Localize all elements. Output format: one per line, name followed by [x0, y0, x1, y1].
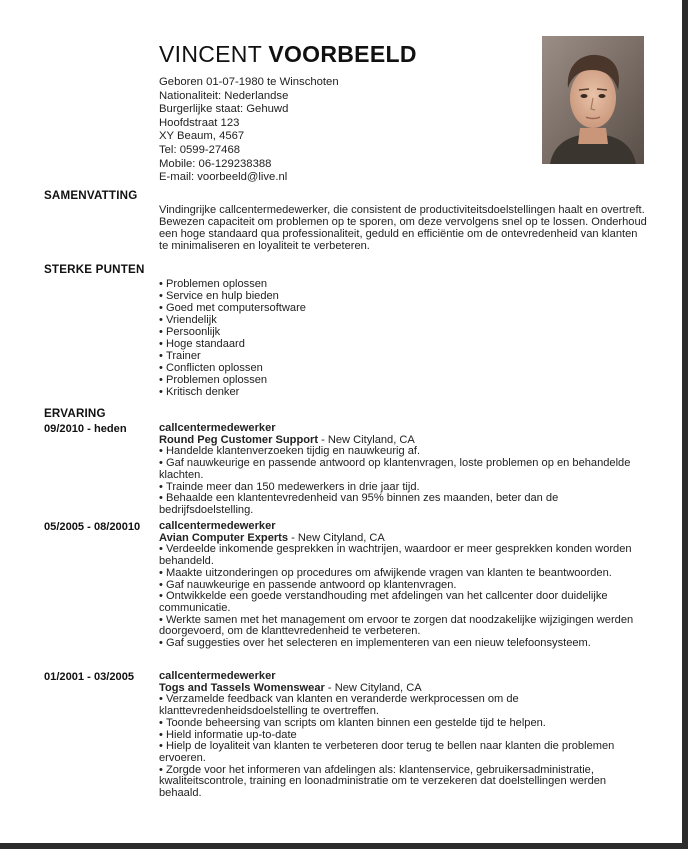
company-name: Round Peg Customer Support: [159, 433, 319, 446]
last-name: VOORBEELD: [268, 41, 417, 67]
contact-birth: Geboren 01-07-1980 te Winschoten: [159, 76, 339, 88]
job-details: [159, 521, 651, 650]
job-details: [159, 423, 651, 517]
strength-item: • Trainer: [159, 350, 649, 362]
job-bullets: [159, 544, 651, 649]
job-details: [159, 671, 651, 800]
job-bullet: • Hielp de loyaliteit van klanten te verbeteren door terug te bellen naar klanten die problemen ervoeren.: [159, 741, 651, 764]
profile-photo: [542, 36, 644, 164]
job-dates: 01/2001 - 03/2005: [44, 671, 135, 683]
job-bullet: • Verdeelde inkomende gesprekken in wachtrijen, waardoor er meer gesprekken konden worden behandeld.: [159, 544, 651, 567]
strength-item: • Vriendelijk: [159, 314, 649, 326]
job-bullet: • Toonde beheersing van scripts om klanten binnen een gestelde tijd te helpen.: [159, 718, 651, 730]
strengths-section: [159, 278, 649, 398]
job-bullet: • Gaf nauwkeurige en passende antwoord op klantenvragen.: [159, 580, 651, 592]
summary-heading: SAMENVATTING: [44, 189, 138, 202]
strength-item: • Hoge standaard: [159, 338, 649, 350]
resume-header: [159, 40, 529, 185]
job-title: callcentermedewerker: [159, 670, 276, 682]
job-bullets: [159, 446, 651, 516]
job-bullet: • Behaalde een klantentevredenheid van 95% binnen zes maanden, beter dan de bedrijfsdoelstelling.: [159, 493, 651, 516]
job-bullet: • Verzamelde feedback van klanten en veranderde werkprocessen om de klanttevredenheidsdoelstelling te overtreffen.: [159, 694, 651, 717]
strength-item: • Persoonlijk: [159, 326, 649, 338]
contact-mobile: Mobile: 06-129238388: [159, 157, 272, 170]
strength-item: • Goed met computersoftware: [159, 302, 649, 314]
job-bullet: • Trainde meer dan 150 medewerkers in drie jaar tijd.: [159, 482, 651, 494]
portrait-image: [542, 36, 644, 164]
job-title: callcentermedewerker: [159, 520, 276, 532]
contact-city: XY Beaum, 4567: [159, 130, 245, 143]
experience-heading: ERVARING: [44, 407, 106, 420]
company-location: - New Cityland, CA: [318, 433, 415, 446]
job-dates: 09/2010 - heden: [44, 423, 127, 435]
contact-street: Hoofdstraat 123: [159, 116, 240, 129]
company-location: - New Cityland, CA: [324, 681, 422, 694]
contact-marital: Burgerlijke staat: Gehuwd: [159, 103, 289, 116]
strength-item: • Service en hulp bieden: [159, 290, 649, 302]
company-name: Avian Computer Experts: [159, 531, 289, 544]
strengths-heading: STERKE PUNTEN: [44, 263, 145, 276]
strengths-list: [159, 278, 649, 398]
company-name: Togs and Tassels Womenswear: [159, 681, 325, 694]
job-bullet: • Maakte uitzonderingen op procedures om afwijkende vragen van klanten te beantwoorden.: [159, 568, 651, 580]
contact-phone: Tel: 0599-27468: [159, 143, 241, 156]
job-dates: 05/2005 - 08/20010: [44, 521, 141, 533]
job-bullet: • Hield informatie up-to-date: [159, 730, 651, 742]
strength-item: • Problemen oplossen: [159, 278, 649, 290]
contact-email: E-mail: voorbeeld@live.nl: [159, 171, 288, 184]
summary-section: [159, 204, 649, 252]
strength-item: • Conflicten oplossen: [159, 362, 649, 374]
strength-item: • Kritisch denker: [159, 386, 649, 398]
contact-block: [159, 76, 529, 185]
full-name: [159, 40, 529, 68]
job-title: callcentermedewerker: [159, 422, 276, 434]
first-name: VINCENT: [159, 41, 262, 67]
job-bullet: • Handelde klantenverzoeken tijdig en nauwkeurig af.: [159, 446, 651, 458]
strength-item: • Problemen oplossen: [159, 374, 649, 386]
job-bullet: • Gaf suggesties over het selecteren en implementeren van een nieuw telefoonsysteem.: [159, 638, 651, 650]
contact-nationality: Nationaliteit: Nederlandse: [159, 89, 289, 102]
job-bullets: [159, 694, 651, 799]
job-bullet: • Gaf nauwkeurige en passende antwoord op klantenvragen, loste problemen op en behandelde klachten.: [159, 458, 651, 481]
job-bullet: • Ontwikkelde een goede verstandhouding met afdelingen van het callcenter door duidelijke communicatie.: [159, 591, 651, 614]
company-location: - New Cityland, CA: [288, 531, 385, 544]
job-bullet: • Werkte samen met het management om ervoor te zorgen dat noodzakelijke wijzigingen werden doorgevoerd, om de klanttevredenheid te verbeteren.: [159, 615, 651, 638]
summary-text: Vindingrijke callcentermedewerker, die consistent de productiviteitsdoelstellingen haalt en overtreft. Bewezen capaciteit om problemen op te sporen, om deze vervolgens snel op te lossen. Onderhoud een hoge standaard qua professionaliteit, geduld en efficiëntie om de ontevredenheid van klanten te minimaliseren en loyaliteit te verbeteren.: [159, 204, 647, 252]
job-bullet: • Zorgde voor het informeren van afdelingen als: klantenservice, gebruikersadministratie, kwaliteitscontrole, training en loonadministratie om te verzekeren dat doelstellingen werden behaald.: [159, 765, 651, 800]
